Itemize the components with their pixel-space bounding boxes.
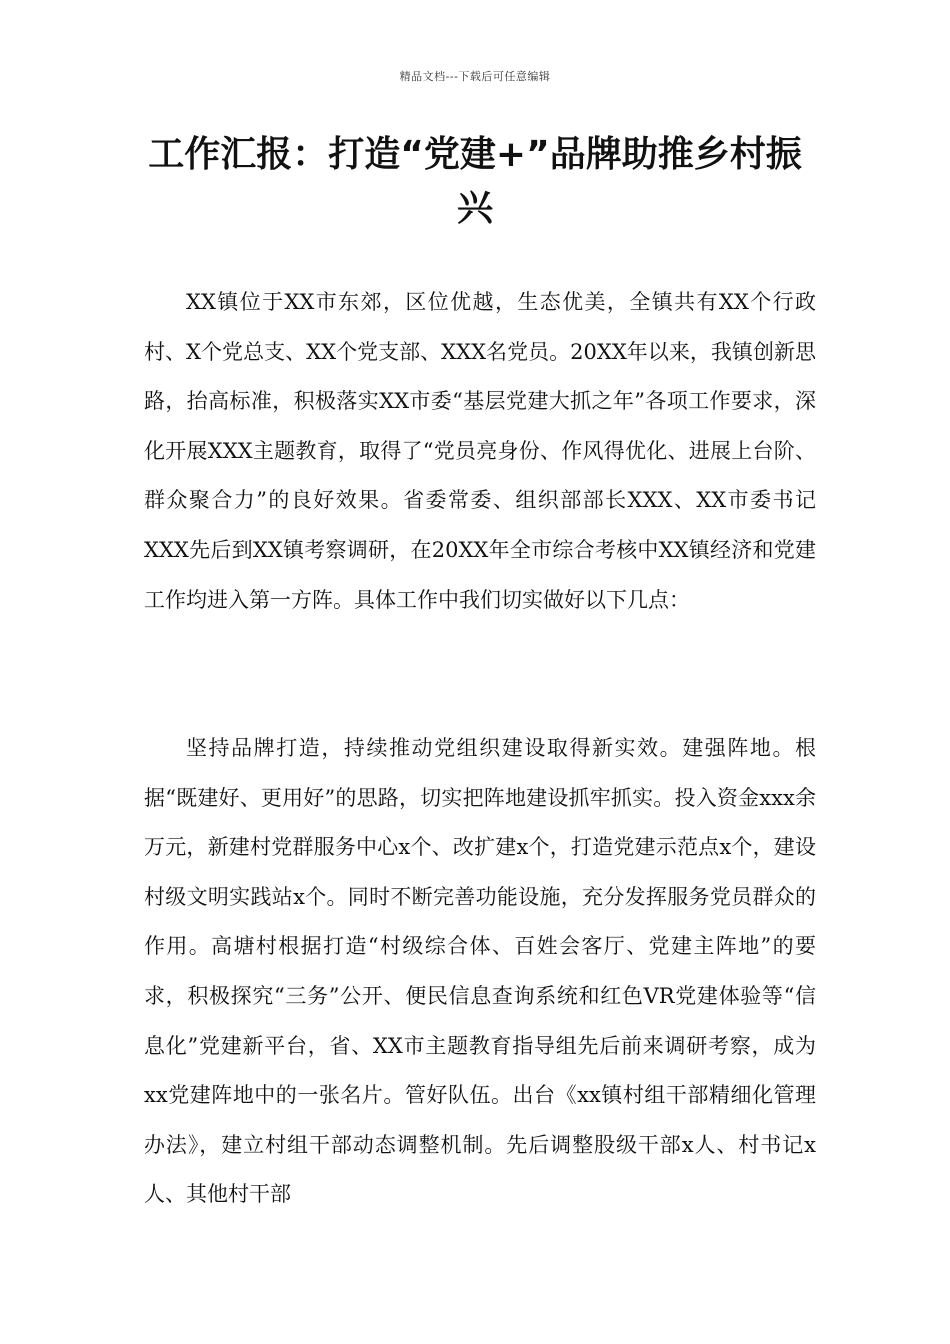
paragraph-brand-building: 坚持品牌打造，持续推动党组织建设取得新实效。建强阵地。根据“既建好、更用好”的思路，切实把阵地建设抓牢抓实。投入资金xxx余万元，新建村党群服务中心x个、改扩建x个，打造党建示范点x个，建设村级文明实践站x个。同时不断完善功能设施，充分发挥服务党员群众的作用。高塘村根据打造“村级综合体、百姓会客厅、党建主阵地”的要求，积极探究“三务”公开、便民信息查询系统和红色VR党建体验等“信息化”党建新平台，省、XX市主题教育指导组先后前来调研考察，成为xx党建阵地中的一张名片。管好队伍。出台《xx镇村组干部精细化管理办法》，建立村组干部动态调整机制。先后调整股级干部x人、村书记x人、其他村干部	[144, 736, 816, 1207]
document-title: 工作汇报：打造“党建+”品牌助推乡村振兴	[148, 134, 802, 229]
paragraph-intro: XX镇位于XX市东郊，区位优越，生态优美，全镇共有XX个行政村、X个党总支、XX个党支部、XXX名党员。20XX年以来，我镇创新思路，抬高标准，积极落实XX市委“基层党建大抓之年”各项工作要求，深化开展XXX主题教育，取得了“党员亮身份、作风得优化、进展上台阶、群众聚合力”的良好效果。省委常委、组织部部长XXX、XX市委书记XXX先后到XX镇考察调研，在20XX年全市综合考核中XX镇经济和党建工作均进入第一方阵。具体工作中我们切实做好以下几点：	[144, 290, 816, 612]
header-note: 精品文档---下载后可任意编辑	[399, 70, 551, 83]
